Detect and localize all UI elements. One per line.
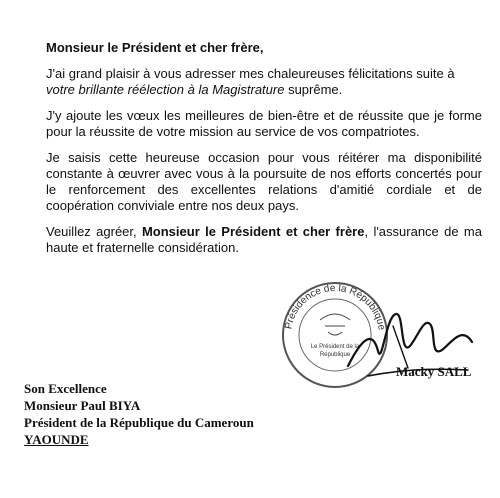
- closing-bold: Monsieur le Président et cher frère: [141, 224, 365, 239]
- salutation: Monsieur le Président et cher frère,: [46, 40, 264, 55]
- paragraph-availability: Je saisis cette heureuse occasion pour vous réitérer ma disponibilité constante à œuvrer avec vous à la poursuite de nos efforts concertés pour le renforcement des excellentes relations d'amitié cordiale et de coopération conviviale entre nos deux pays.: [46, 150, 482, 213]
- addressee-city: YAOUNDE: [24, 432, 89, 447]
- paragraph-congratulations-text: J'ai grand plaisir à vous adresser mes chaleureuses félicitations suite à: [46, 66, 455, 81]
- addressee-office: Président de la République du Cameroun: [24, 415, 254, 430]
- seal-inner-line2: République: [319, 352, 351, 358]
- closing-end: , l'assurance de ma haute et fraternelle considération.: [46, 224, 482, 255]
- paragraph-congratulations: [46, 66, 482, 98]
- addressee-name: Monsieur Paul BIYA: [24, 398, 141, 413]
- signer-name: Macky SALL: [396, 364, 472, 379]
- addressee-block: [24, 380, 254, 448]
- paragraph-congratulations-italic: votre brillante réélection à la Magistrature: [46, 82, 285, 97]
- seal-ring-text: Présidence de la République: [283, 282, 387, 331]
- paragraph-closing: [46, 224, 482, 256]
- paragraph-congratulations-tail: suprême.: [284, 82, 343, 97]
- closing-start: Veuillez agréer,: [46, 224, 142, 239]
- paragraph-wishes: J'y ajoute les vœux les meilleures de bien-être et de réussite que je forme pour la réussite de votre mission au service de vos compatriotes.: [46, 108, 482, 139]
- addressee-title: Son Excellence: [24, 381, 107, 396]
- letter-body: [46, 40, 482, 266]
- seal-inner-line1: Le Président de la: [310, 344, 360, 350]
